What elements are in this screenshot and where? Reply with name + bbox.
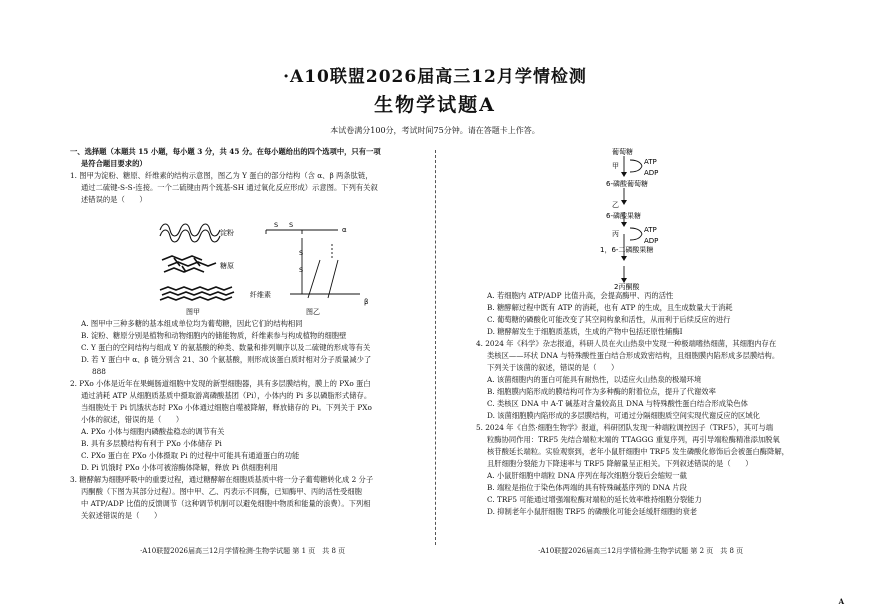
q2-option-d: D. Pi 饥饿时 PXo 小体可被溶酶体降解，释放 Pi 供细胞利用	[81, 463, 278, 472]
s-label-3: S	[299, 249, 304, 257]
q3-option-c: C. 葡萄糖的磷酸化可能改变了其空间构象和活性，从而利于后续反应的进行	[487, 315, 731, 324]
right-column	[476, 146, 826, 518]
f16bp-label: 1，6-二磷酸果糖	[600, 246, 654, 254]
q1-stem-2: 通过二硫键-S-S-连接。一个二硫键由两个巯基-SH 通过氧化反应形成）示意图。下列有关叙	[81, 183, 378, 192]
q4-stem: 4. 2024 年《科学》杂志报道，科研人员在火山热泉中发现一种极端嗜热细菌，其细胞内存在	[476, 339, 777, 348]
q2-option-b: B. 具有多层膜结构有利于 PXo 小体储存 Pi	[81, 439, 222, 448]
q2-stem-4: 小体的叙述，错误的是（ ）	[81, 415, 184, 424]
pyruvate-label: 2丙酮酸	[614, 283, 640, 290]
enzyme-jia-label: 甲	[612, 162, 619, 170]
cellulose-diagram	[160, 287, 234, 300]
f6p-label: 6-磷酸果糖	[606, 212, 641, 220]
q5-stem-2: 粒酶协同作用：TRF5 先结合端粒末端的 TTAGGG 重复序列，再引导端粒酶精准添加脱氧	[487, 435, 780, 444]
q1-stem-3: 述错误的是（ ）	[81, 195, 147, 204]
q2-stem-3: 当细胞处于 Pi 饥饿状态时 PXo 小体通过细胞自噬被降解，释放储存的 Pi。下列关于 PXo	[81, 403, 372, 412]
q5-stem-3: 核苷酸延长端粒。实验观察到，老年小鼠肝细胞中 TRF5 发生磷酸化修饰后会被蛋白酶降解，	[487, 447, 789, 456]
q1-option-d: D. 若 Y 蛋白中 α、β 链分别含 21、30 个氨基酸，则形成该蛋白质时相对分子质量减少了	[81, 355, 372, 364]
fig-yi-label: 图乙	[306, 308, 320, 316]
section-heading-cont: 是符合题目要求的）	[81, 159, 147, 168]
exam-note: 本试卷满分100分，考试时间75分钟。请在答题卡上作答。	[330, 126, 540, 135]
q5-option-d: D. 抑制老年小鼠肝细胞 TRF5 的磷酸化可能会延缓肝细胞的衰老	[487, 507, 698, 516]
section-heading: 一、选择题（本题共 15 小题，每小题 3 分，共 45 分。在每小题给出的四个选项中，只有一项	[70, 147, 381, 156]
glycolysis-pathway	[476, 146, 826, 290]
starch-diagram	[160, 224, 220, 242]
beta-label: β	[364, 298, 369, 306]
starch-label: 淀粉	[220, 229, 234, 237]
q4-stem-2: 类核区——环状 DNA 与特殊酸性蛋白结合形成致密结构，且细胞膜内陷形成多层膜结构。	[487, 351, 780, 360]
q3-stem: 3. 糖酵解为细胞呼吸中的重要过程，通过糖酵解在细胞质基质中将一分子葡萄糖转化成 2 分子	[70, 475, 374, 484]
adp-label-2: ADP	[644, 237, 659, 245]
glucose-label: 葡萄糖	[612, 148, 633, 156]
g6p-label: 6-磷酸葡萄糖	[606, 180, 648, 188]
s-label-1: S	[274, 221, 279, 229]
alpha-label: α	[342, 226, 347, 234]
q5-stem-4: 且肝细胞分裂能力下降速率与 TRF5 降解量呈正相关。下列叙述错误的是（ ）	[487, 459, 753, 468]
fig-jia-label: 图甲	[186, 308, 200, 316]
q2-stem: 2. PXo 小体是近年在果蝇肠道细胞中发现的新型细胞器，具有多层膜结构，膜上的 PXo 蛋白	[70, 379, 371, 388]
q4-option-a: A. 该菌细胞内的蛋白可能具有耐热性，以适应火山热泉的极端环境	[487, 375, 702, 384]
q2-stem-2: 通过消耗 ATP 从细胞质基质中摄取游离磷酸基团（Pi），小体内的 Pi 多以磷脂形式储存。	[81, 391, 372, 400]
cellulose-label: 纤维素	[250, 291, 271, 299]
q1-stem: 1. 图甲为淀粉、糖原、纤维素的结构示意图，图乙为 Y 蛋白的部分结构（含 α、β 两条肽链，	[70, 171, 373, 180]
q2-option-c: C. PXo 蛋白在 PXo 小体摄取 Pi 的过程中可能具有通道蛋白的功能	[81, 451, 300, 460]
q2-option-a: A. PXo 小体与细胞内磷酸盐稳态的调节有关	[81, 427, 225, 436]
s-label-4: S	[299, 266, 304, 274]
exam-subtitle: 生物学试题A	[374, 94, 496, 116]
column-divider	[435, 150, 436, 545]
atp-label-2: ATP	[644, 226, 657, 234]
enzyme-yi-label: 乙	[612, 201, 619, 209]
footer-page-2: ·A10联盟2026届高三12月学情检测·生物学试题 第 2 页 共 8 页	[538, 547, 744, 555]
exam-title: ·A10联盟2026届高三12月学情检测	[283, 67, 587, 87]
q1-figure-svg	[70, 208, 425, 316]
q3-stem-4: 关叙述错误的是（ ）	[81, 511, 162, 520]
corner-mark: A	[838, 597, 844, 606]
q5-option-a: A. 小鼠肝细胞中端粒 DNA 序列在每次细胞分裂后会缩短一截	[487, 471, 687, 480]
q1-option-d-cont: 888	[92, 367, 106, 376]
glycogen-diagram	[162, 256, 216, 272]
q4-option-d: D. 该菌细胞膜内陷形成的多层膜结构，可通过分隔细胞质空间实现代谢反应的区域化	[487, 411, 760, 420]
q5-stem: 5. 2024 年《自然·细胞生物学》报道，科研团队发现一种端粒调控因子（TRF5），其可与端	[476, 423, 773, 432]
q5-option-c: C. TRF5 可能通过增强端粒酶对端粒的延长效率维持细胞分裂能力	[487, 495, 702, 504]
q1-option-c: C. Y 蛋白的空间结构与组成 Y 的氨基酸的种类、数量和排列顺序以及二硫键的形成等有关	[81, 343, 371, 352]
left-column	[70, 146, 425, 522]
atp-label-1: ATP	[644, 158, 657, 166]
enzyme-bing-label: 丙	[612, 230, 619, 238]
adp-label-1: ADP	[644, 169, 659, 177]
glycolysis-svg	[476, 146, 826, 290]
q4-stem-3: 下列关于该菌的叙述，错误的是（ ）	[487, 363, 619, 372]
glycogen-label: 糖原	[220, 262, 234, 270]
s-label-2: S	[289, 221, 294, 229]
q3-stem-3: 中 ATP/ADP 比值的反馈调节（这种调节机制可以避免细胞中物质和能量的浪费）。下列相	[81, 499, 371, 508]
y-protein-diagram	[266, 230, 360, 298]
q4-option-b: B. 细胞膜内陷形成的膜结构可作为多种酶的附着位点，提升了代谢效率	[487, 387, 716, 396]
q3-option-b: B. 糖酵解过程中既有 ATP 的消耗，也有 ATP 的生成，且生成数量大于消耗	[487, 303, 733, 312]
q3-stem-2: 丙酮酸（下图为其部分过程）。图中甲、乙、丙表示不同酶，已知酶甲、丙的活性受细胞	[81, 487, 362, 496]
q1-option-a: A. 图甲中三种多糖的基本组成单位均为葡萄糖，因此它们的结构相同	[81, 319, 303, 328]
q3-option-a: A. 若细胞内 ATP/ADP 比值升高，会提高酶甲、丙的活性	[487, 291, 674, 300]
q1-figure	[70, 208, 425, 316]
q1-option-b: B. 淀粉、糖原分别是植物和动物细胞内的储能物质，纤维素参与构成植物的细胞壁	[81, 331, 347, 340]
q5-option-b: B. 端粒是指位于染色体两端的具有特殊碱基序列的 DNA 片段	[487, 483, 687, 492]
footer-page-1: ·A10联盟2026届高三12月学情检测·生物学试题 第 1 页 共 8 页	[140, 547, 346, 555]
q3-option-d: D. 糖酵解发生于细胞质基质，生成的产物中包括还原性辅酶I	[487, 327, 683, 336]
q4-option-c: C. 类核区 DNA 中 A-T 碱基对含量较高且 DNA 与特殊酸性蛋白结合形成染色体	[487, 399, 748, 408]
